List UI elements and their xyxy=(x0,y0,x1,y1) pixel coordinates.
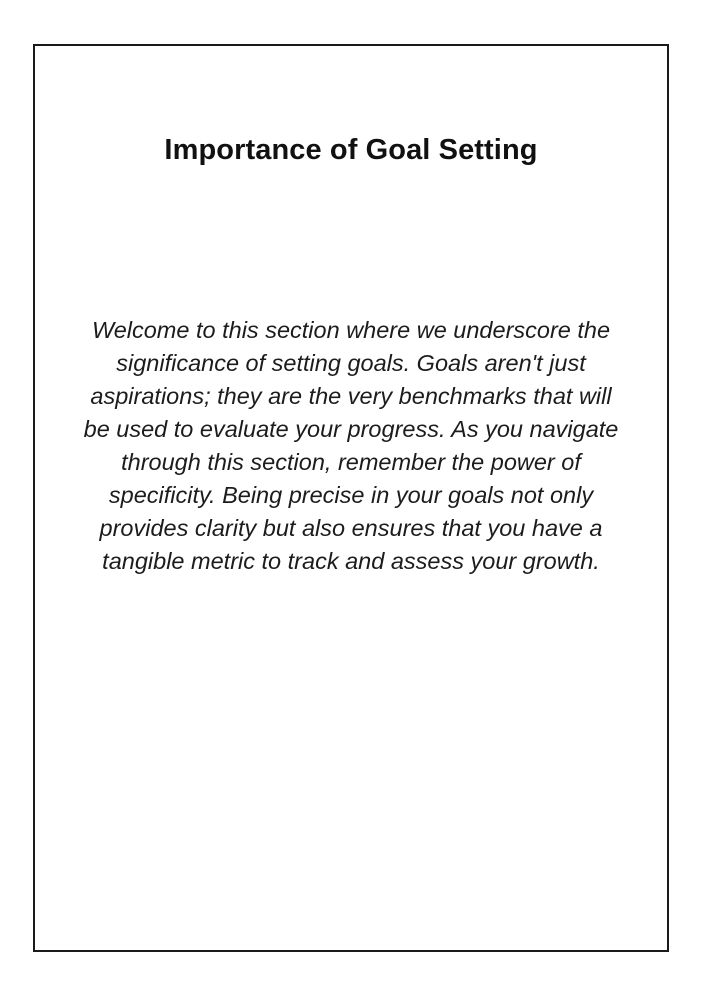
intro-paragraph: Welcome to this section where we underscore the significance of setting goals. Goals aren't just aspirations; they are the very benchmarks that will be used to evaluate your progress. As you navigate through this section, remember the power of specificity. Being precise in your goals not only provides clarity but also ensures that you have a tangible metric to track and assess your growth. xyxy=(83,317,619,574)
page-border-frame xyxy=(33,44,669,952)
page-title: Importance of Goal Setting xyxy=(164,134,538,166)
